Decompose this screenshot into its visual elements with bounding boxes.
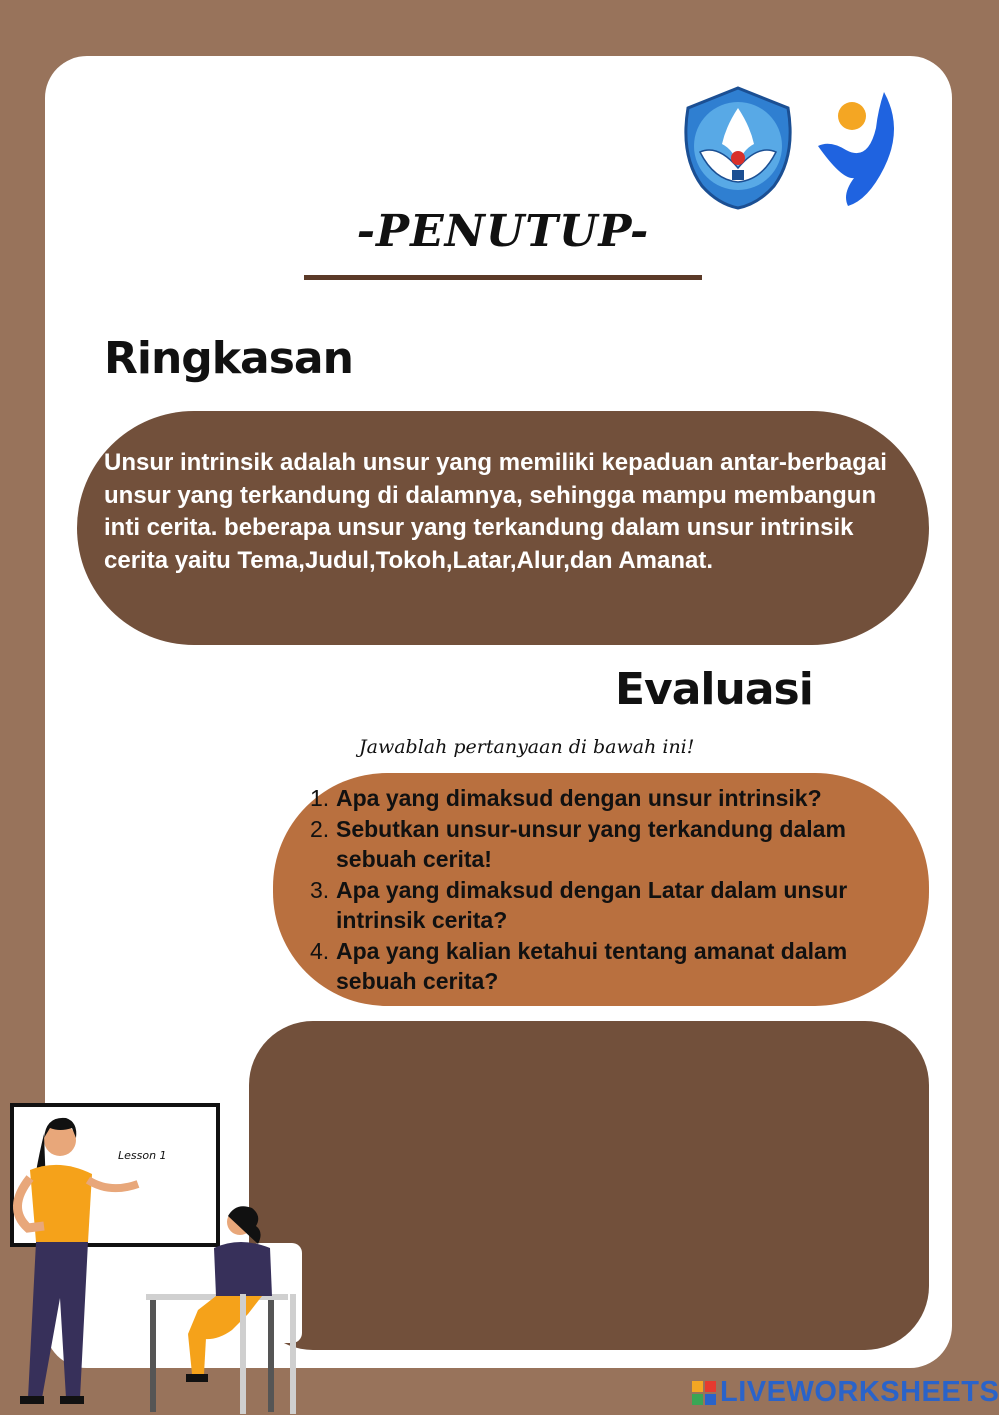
liveworksheets-text: LIVEWORKSHEETS bbox=[720, 1376, 999, 1408]
question-text: Sebutkan unsur-unsur yang terkandung dalam sebuah cerita! bbox=[336, 815, 846, 872]
question-number: 2. bbox=[310, 815, 330, 842]
board-text: Lesson 1 bbox=[118, 1149, 167, 1162]
question-text: Apa yang dimaksud dengan Latar dalam unsur intrinsik cerita? bbox=[336, 876, 848, 933]
answer-input-box[interactable] bbox=[249, 1021, 929, 1350]
question-item bbox=[310, 936, 890, 997]
instruction-text: Jawablah pertanyaan di bawah ini! bbox=[359, 736, 695, 758]
classroom-illustration bbox=[0, 1098, 310, 1415]
question-text: Apa yang kalian ketahui tentang amanat dalam sebuah cerita? bbox=[336, 937, 848, 994]
liveworksheets-brand bbox=[692, 1376, 999, 1409]
question-number: 1. bbox=[310, 785, 330, 811]
merdeka-belajar-logo bbox=[812, 88, 902, 208]
question-list bbox=[310, 783, 890, 997]
evaluasi-heading: Evaluasi bbox=[615, 664, 813, 715]
question-item bbox=[310, 783, 890, 814]
page-title: -PENUTUP- bbox=[356, 206, 650, 257]
question-item bbox=[310, 875, 890, 936]
ringkasan-heading: Ringkasan bbox=[104, 333, 353, 384]
liveworksheets-icon bbox=[692, 1381, 716, 1405]
question-text: Apa yang dimaksud dengan unsur intrinsik? bbox=[336, 785, 822, 811]
question-number: 3. bbox=[310, 876, 330, 903]
tut-wuri-handayani-logo bbox=[678, 86, 798, 210]
question-number: 4. bbox=[310, 937, 330, 964]
question-item bbox=[310, 814, 890, 875]
title-underline bbox=[304, 275, 702, 280]
summary-text: Unsur intrinsik adalah unsur yang memiliki kepaduan antar-berbagai unsur yang terkandung di dalamnya, sehingga mampu membangun inti cerita. beberapa unsur yang terkandung dalam unsur intrinsik cerita yaitu Tema,Judul,Tokoh,Latar,Alur,dan Amanat. bbox=[104, 449, 887, 574]
